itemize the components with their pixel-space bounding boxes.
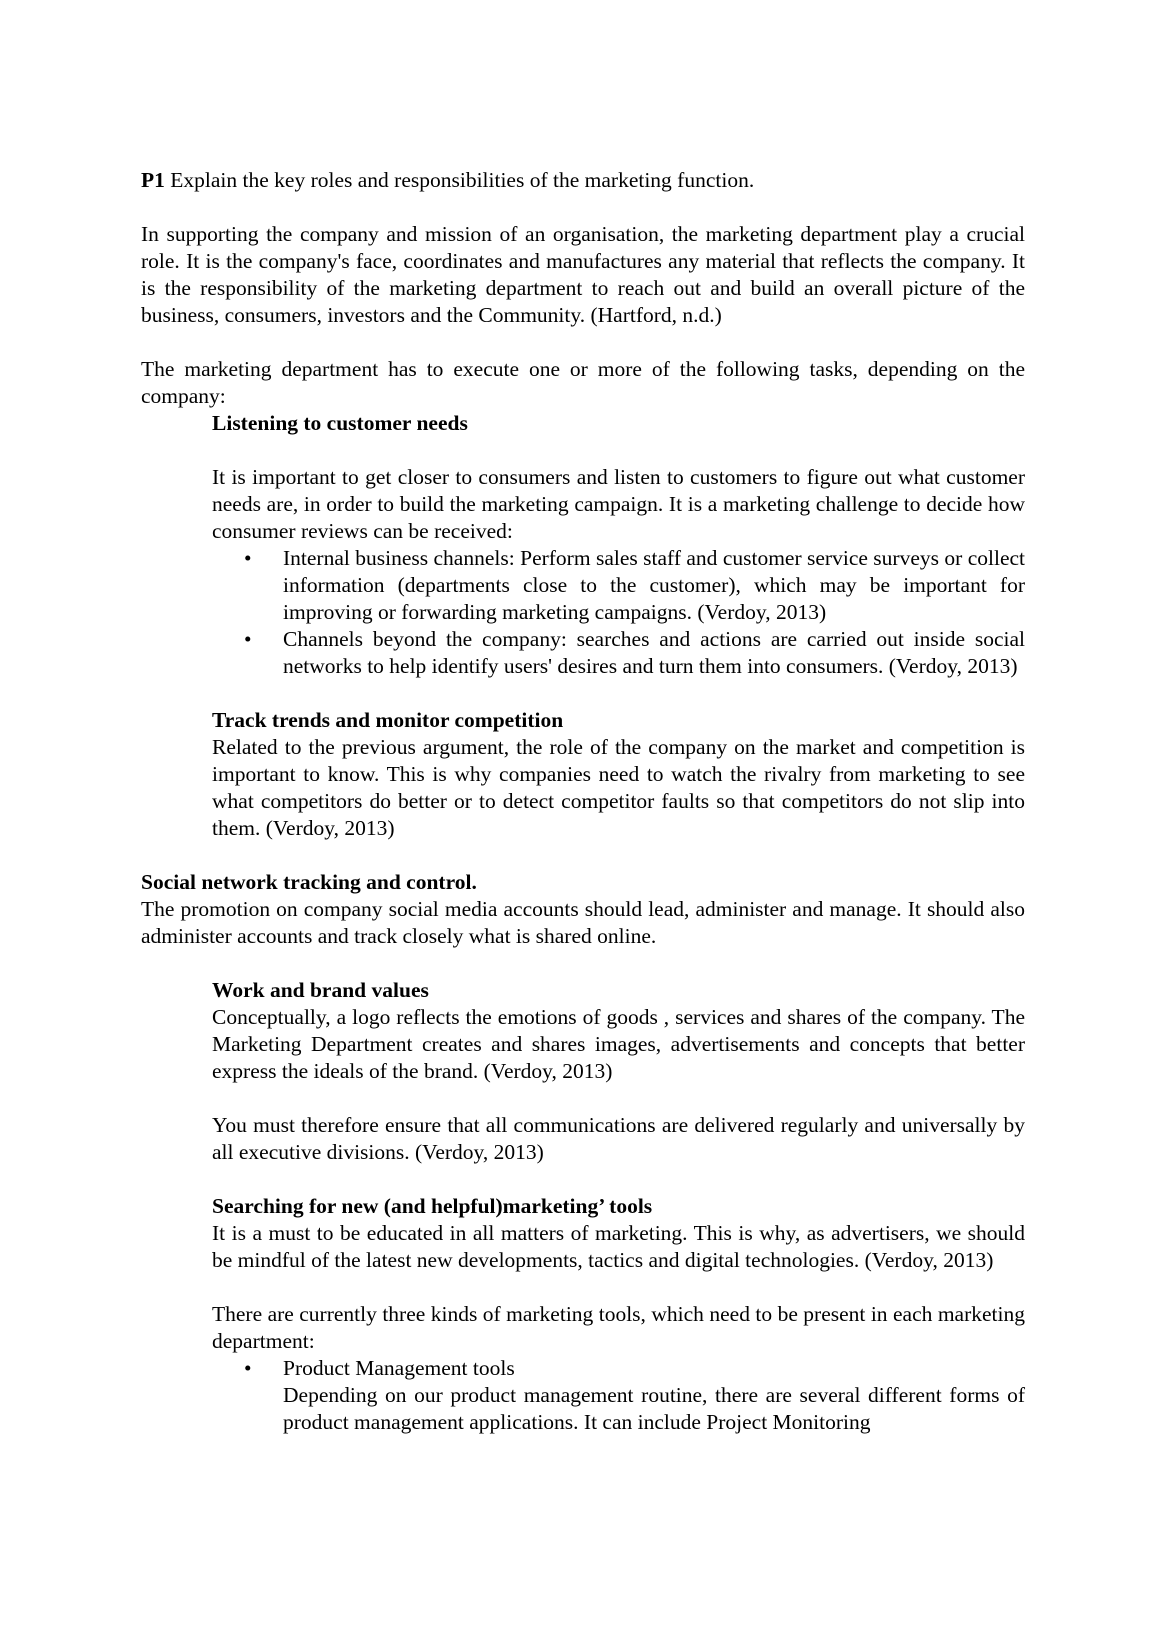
list-item-text: Channels beyond the company: searches and actions are carried out inside social networks to help identify users' desires and turn them into consumers. (Verdoy, 2013) (283, 627, 1025, 678)
bullet-list-channels (212, 545, 1025, 680)
spacer (141, 680, 1025, 707)
spacer (141, 437, 1025, 464)
spacer (141, 1085, 1025, 1112)
list-item (212, 626, 1025, 680)
bullet-list-tools (212, 1355, 1025, 1436)
section-heading-brand: Work and brand values (212, 978, 429, 1002)
section-text-listening: It is important to get closer to consumers and listen to customers to figure out what customer needs are, in order to build the marketing campaign. It is a marketing challenge to decide how consumer reviews can be received: (212, 465, 1025, 543)
section-text-tools: It is a must to be educated in all matters of marketing. This is why, as advertisers, we should be mindful of the latest new developments, tactics and digital technologies. (Verdoy, 2013) (212, 1221, 1025, 1272)
bullet-icon: • (244, 1356, 252, 1380)
spacer (141, 1166, 1025, 1193)
spacer (141, 1274, 1025, 1301)
list-item-text: Internal business channels: Perform sales staff and customer service surveys or collect information (departments close to the customer), which may be important for improving or forwarding marketing campaigns. (Verdoy, 2013) (283, 546, 1025, 624)
list-item (212, 1355, 1025, 1436)
section-heading-listening: Listening to customer needs (212, 411, 468, 435)
spacer (141, 329, 1025, 356)
section-heading-tools: Searching for new (and helpful)marketing’ tools (212, 1194, 653, 1218)
document-page (141, 167, 1025, 1436)
question-text: Explain the key roles and responsibilities of the marketing function. (164, 168, 755, 192)
section-text-brand: Conceptually, a logo reflects the emotions of goods , services and shares of the company. The Marketing Department creates and shares images, advertisements and concepts that better express the ideals of the brand. (Verdoy, 2013) (212, 1005, 1025, 1083)
section-text-tools-2: There are currently three kinds of marketing tools, which need to be present in each marketing department: (212, 1302, 1025, 1353)
spacer (141, 950, 1025, 977)
list-item-title: Product Management tools (283, 1356, 515, 1380)
list-item-text: Depending on our product management routine, there are several different forms of product management applications. It can include Project Monitoring (283, 1383, 1025, 1434)
section-heading-social: Social network tracking and control. (141, 870, 477, 894)
bullet-icon: • (244, 627, 252, 651)
section-text-brand-2: You must therefore ensure that all communications are delivered regularly and universally by all executive divisions. (Verdoy, 2013) (212, 1113, 1025, 1164)
section-heading-trends: Track trends and monitor competition (212, 708, 564, 732)
spacer (141, 194, 1025, 221)
section-text-trends: Related to the previous argument, the role of the company on the market and competition is important to know. This is why companies need to watch the rivalry from marketing to see what competitors do better or to detect competitor faults so that competitors do not slip into them. (Verdoy, 2013) (212, 735, 1025, 840)
spacer (141, 842, 1025, 869)
list-item (212, 545, 1025, 626)
tasks-intro-paragraph: The marketing department has to execute one or more of the following tasks, depending on the company: (141, 357, 1025, 408)
bullet-icon: • (244, 546, 252, 570)
question-line (141, 167, 1025, 194)
intro-paragraph: In supporting the company and mission of an organisation, the marketing department play a crucial role. It is the company's face, coordinates and manufactures any material that reflects the company. It is the responsibility of the marketing department to reach out and build an overall picture of the business, consumers, investors and the Community. (Hartford, n.d.) (141, 222, 1025, 327)
section-text-social: The promotion on company social media accounts should lead, administer and manage. It should also administer accounts and track closely what is shared online. (141, 897, 1025, 948)
question-label: P1 (141, 168, 165, 192)
